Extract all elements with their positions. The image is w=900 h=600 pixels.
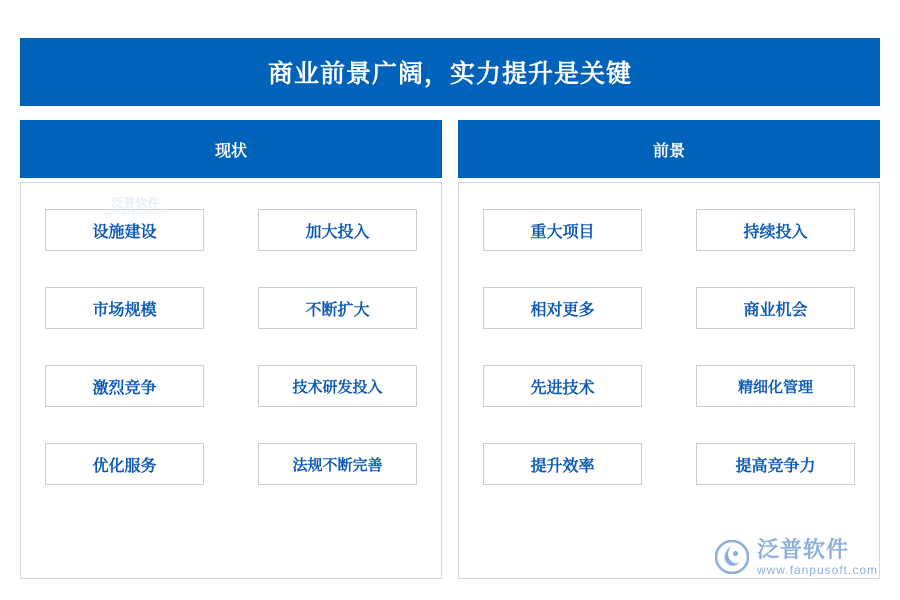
- table-row: [483, 365, 855, 407]
- list-item[interactable]: 技术研发投入: [258, 365, 417, 407]
- brand-texts: [757, 537, 878, 578]
- table-row: [483, 287, 855, 329]
- diagram-title-bar: [20, 38, 880, 106]
- table-row: [483, 209, 855, 251]
- list-item[interactable]: 激烈竞争: [45, 365, 204, 407]
- list-item[interactable]: 持续投入: [696, 209, 855, 251]
- list-item[interactable]: 先进技术: [483, 365, 642, 407]
- list-item[interactable]: 精细化管理: [696, 365, 855, 407]
- list-item[interactable]: 法规不断完善: [258, 443, 417, 485]
- column-prospects: [458, 120, 880, 579]
- list-item[interactable]: 加大投入: [258, 209, 417, 251]
- table-row: [483, 443, 855, 485]
- list-item[interactable]: 提高竞争力: [696, 443, 855, 485]
- list-item[interactable]: 不断扩大: [258, 287, 417, 329]
- column-header-left: [20, 120, 442, 178]
- list-item[interactable]: 相对更多: [483, 287, 642, 329]
- column-body-right: [458, 182, 880, 579]
- fanpu-logo-icon: [715, 540, 749, 574]
- list-item[interactable]: 重大项目: [483, 209, 642, 251]
- table-row: [45, 365, 417, 407]
- table-row: [45, 209, 417, 251]
- list-item[interactable]: 设施建设: [45, 209, 204, 251]
- list-item[interactable]: 提升效率: [483, 443, 642, 485]
- brand-name: 泛普软件: [756, 536, 849, 562]
- column-header-right: [458, 120, 880, 178]
- list-item[interactable]: 商业机会: [696, 287, 855, 329]
- table-row: [45, 287, 417, 329]
- brand-watermark: [715, 537, 878, 578]
- list-item[interactable]: 市场规模: [45, 287, 204, 329]
- column-body-left: [20, 182, 442, 579]
- brand-url: www.fanpusoft.com: [756, 563, 878, 578]
- column-current-state: [20, 120, 442, 579]
- table-row: [45, 443, 417, 485]
- column-title-left: 现状: [214, 142, 247, 160]
- watermark-faint-url: www.fanpusoft.com: [105, 210, 166, 218]
- column-title-right: 前景: [652, 142, 685, 160]
- page-title: 商业前景广阔，实力提升是关键: [267, 60, 632, 88]
- watermark-faint-name: 泛普软件: [111, 196, 160, 210]
- list-item[interactable]: 优化服务: [45, 443, 204, 485]
